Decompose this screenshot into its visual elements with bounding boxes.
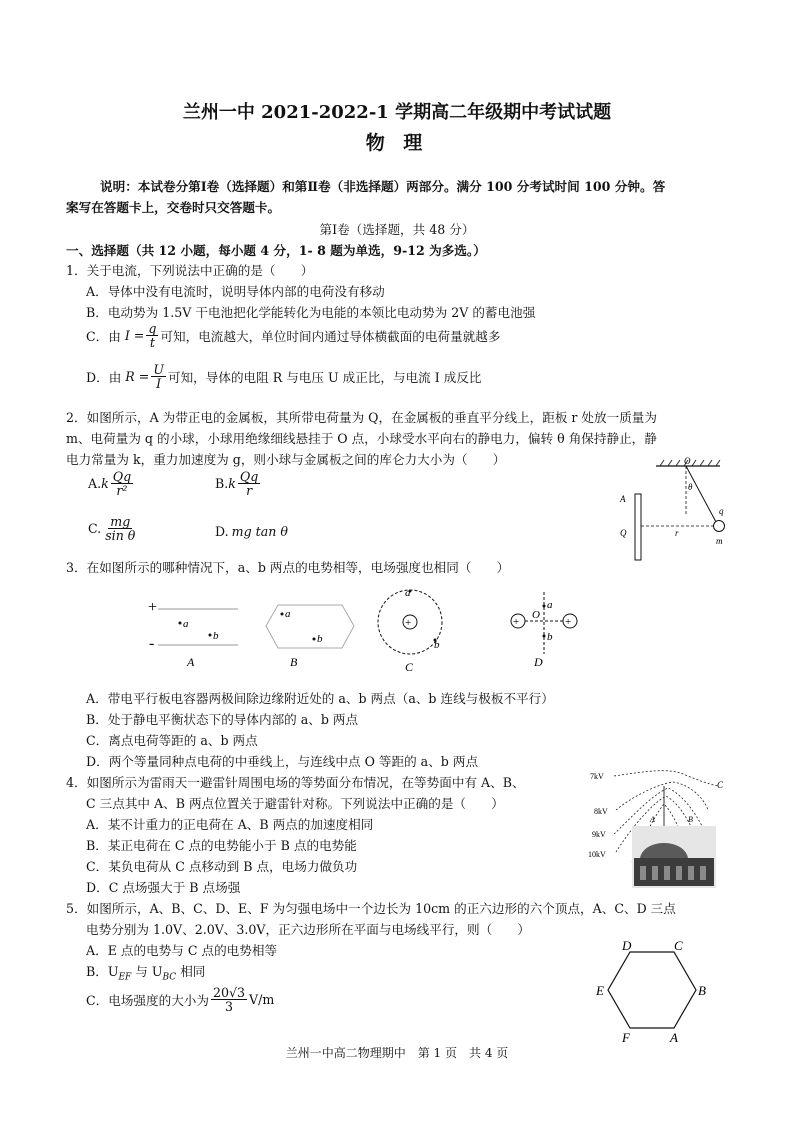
svg-text:D: D	[534, 655, 543, 669]
svg-text:A: A	[670, 1030, 678, 1045]
q3-figures	[140, 582, 600, 674]
svg-text:B: B	[290, 655, 298, 669]
fig2-label-theta: θ	[688, 482, 693, 492]
svg-text:b: b	[317, 633, 323, 645]
q1-d-fraction: $\frac{U}{I}$	[153, 362, 164, 392]
svg-text:A: A	[620, 494, 626, 504]
svg-text:8kV: 8kV	[594, 807, 608, 816]
svg-text:A: A	[650, 815, 655, 824]
q2-line2: m、电荷量为 q 的小球，小球用绝缘细线悬挂于 O 点，小球受水平向右的静电力，偏转 θ 角保持静止，静	[66, 431, 657, 446]
svg-text:q: q	[719, 506, 724, 516]
svg-text:C: C	[405, 660, 414, 674]
subject-title: 物 理	[365, 132, 429, 154]
q4-option-b: B．某正电荷在 C 点的电势能小于 B 点的电势能	[86, 838, 357, 853]
svg-text:+: +	[148, 599, 158, 616]
q3-option-c: C．离点电荷等距的 a、b 两点	[86, 733, 258, 748]
svg-text:F: F	[622, 1030, 630, 1045]
q5-hexagon-figure	[592, 936, 716, 1046]
instructions-line2: 案写在答题卡上，交卷时只交答题卡。	[66, 200, 281, 215]
q1-d-lhs: R =	[125, 369, 150, 385]
q5-option-c: C．电场强度的大小为 $\frac{20√3}{3}$ V/m	[86, 985, 275, 1015]
q1-option-a: A．导体中没有电流时，说明导体内部的电荷没有移动	[86, 284, 385, 299]
svg-text:r: r	[675, 528, 679, 538]
q2-option-c: C. $\frac{mg}{\text{sin θ}}$	[88, 514, 136, 544]
svg-text:+: +	[565, 616, 572, 628]
q4-option-a: A．某不计重力的正电荷在 A、B 两点的加速度相同	[86, 817, 374, 832]
q1-c-lhs: I =	[124, 328, 145, 344]
q3-option-a: A．带电平行板电容器两极间除边缘附近处的 a、b 两点（a、b 连线与极板不平行）	[86, 691, 554, 706]
svg-text:O: O	[532, 609, 540, 621]
svg-text:10kV: 10kV	[588, 850, 606, 859]
q2-option-d: D. mg tan θ	[215, 524, 288, 539]
q1-option-b: B．电动势为 1.5V 干电池把化学能转化为电能的本领比电动势为 2V 的蓄电池强	[86, 305, 536, 320]
svg-text:a: a	[285, 608, 291, 620]
q3-option-d: D．两个等量同种点电荷的中垂线上，与连线中点 O 等距的 a、b 两点	[86, 754, 479, 769]
fig2-plate	[635, 494, 641, 560]
instructions-line1: 说明：本试卷分第Ⅰ卷（选择题）和第Ⅱ卷（非选择题）两部分。满分 100 分考试时间 100 分钟。答	[100, 179, 666, 194]
svg-text:-: -	[149, 635, 155, 652]
svg-text:C: C	[674, 938, 683, 953]
svg-text:a: a	[183, 618, 189, 630]
q2-line3: 电力常量为 k，重力加速度为 g，则小球与金属板之间的库仑力大小为（ ）	[66, 452, 506, 467]
q1-d-suffix: 可知，导体的电阻 R 与电压 U 成正比，与电流 I 成反比	[167, 370, 482, 386]
q2-line1: 2．如图所示，A 为带正电的金属板，其所带电荷量为 Q，在金属板的垂直平分线上，距板 r 处放一质量为	[66, 410, 657, 425]
svg-text:A: A	[187, 655, 195, 669]
q5-option-b: B．$U_{EF}$ 与 $U_{BC}$ 相同	[86, 964, 206, 983]
fig2-label-o: O	[684, 456, 691, 466]
q5-option-a: A．E 点的电势与 C 点的电势相等	[86, 943, 278, 958]
q5-line2: 电势分别为 1.0V、2.0V、3.0V，正六边形所在平面与电场线平行，则（ ）	[86, 922, 530, 937]
q2-figure	[618, 456, 738, 566]
q4-option-d: D．C 点场强大于 B 点场强	[86, 880, 241, 895]
svg-text:B: B	[688, 815, 693, 824]
svg-text:+: +	[405, 617, 412, 629]
q5-line1: 5．如图所示，A、B、C、D、E、F 为匀强电场中一个边长为 10cm 的正六边形的六个顶点，A、C、D 三点	[66, 901, 676, 916]
part-heading: 一、选择题（共 12 小题，每小题 4 分，1- 8 题为单选，9-12 为多选。）	[66, 243, 486, 258]
q4-line2: C 三点其中 A、B 两点位置关于避雷针对称。下列说法中正确的是（ ）	[86, 796, 504, 811]
svg-text:a: a	[405, 587, 411, 599]
q2-option-b: B. k $\frac{Qq}{r}$	[215, 469, 259, 499]
svg-text:+: +	[513, 616, 520, 628]
q2-option-a: A. k $\frac{Qq}{\text{r²}}$	[88, 469, 132, 499]
q4-figure	[588, 766, 728, 890]
svg-text:m: m	[716, 536, 723, 546]
svg-text:C: C	[717, 780, 724, 790]
svg-text:a: a	[547, 599, 553, 611]
fig2-ball	[714, 521, 725, 532]
q4-option-c: C．某负电荷从 C 点移动到 B 点，电场力做负功	[86, 859, 358, 874]
q4-line1: 4．如图所示为雷雨天一避雷针周围电场的等势面分布情况，在等势面中有 A、B、	[66, 775, 525, 790]
q1-d-prefix: D．由	[86, 370, 122, 386]
q1-option-c	[86, 322, 500, 349]
svg-text:b: b	[434, 639, 440, 651]
svg-text:D: D	[622, 938, 632, 953]
svg-text:7kV: 7kV	[590, 772, 604, 781]
svg-text:E: E	[596, 983, 604, 998]
q3-stem: 3．在如图所示的哪种情况下，a、b 两点的电势相等，电场强度也相同（ ）	[66, 560, 510, 575]
svg-text:9kV: 9kV	[592, 830, 606, 839]
section-heading: 第Ⅰ卷（选择题，共 48 分）	[319, 222, 475, 237]
q1-stem: 1．关于电流，下列说法中正确的是（ ）	[66, 263, 314, 278]
q1-c-fraction: $\frac{q}{t}$	[148, 321, 157, 351]
page-footer: 兰州一中高二物理期中 第 1 页 共 4 页	[285, 1046, 509, 1060]
q1-c-prefix: C．由	[86, 329, 121, 345]
svg-text:B: B	[698, 983, 706, 998]
q1-c-suffix: 可知，电流越大，单位时间内通过导体横截面的电荷量就越多	[160, 329, 501, 345]
q1-option-d	[86, 363, 482, 390]
svg-text:b: b	[547, 631, 553, 643]
exam-title: 兰州一中 2021-2022-1 学期高二年级期中考试试题	[182, 102, 612, 123]
q3-option-b: B．处于静电平衡状态下的导体内部的 a、b 两点	[86, 712, 359, 727]
svg-text:Q: Q	[620, 528, 627, 538]
svg-text:b: b	[213, 630, 219, 642]
